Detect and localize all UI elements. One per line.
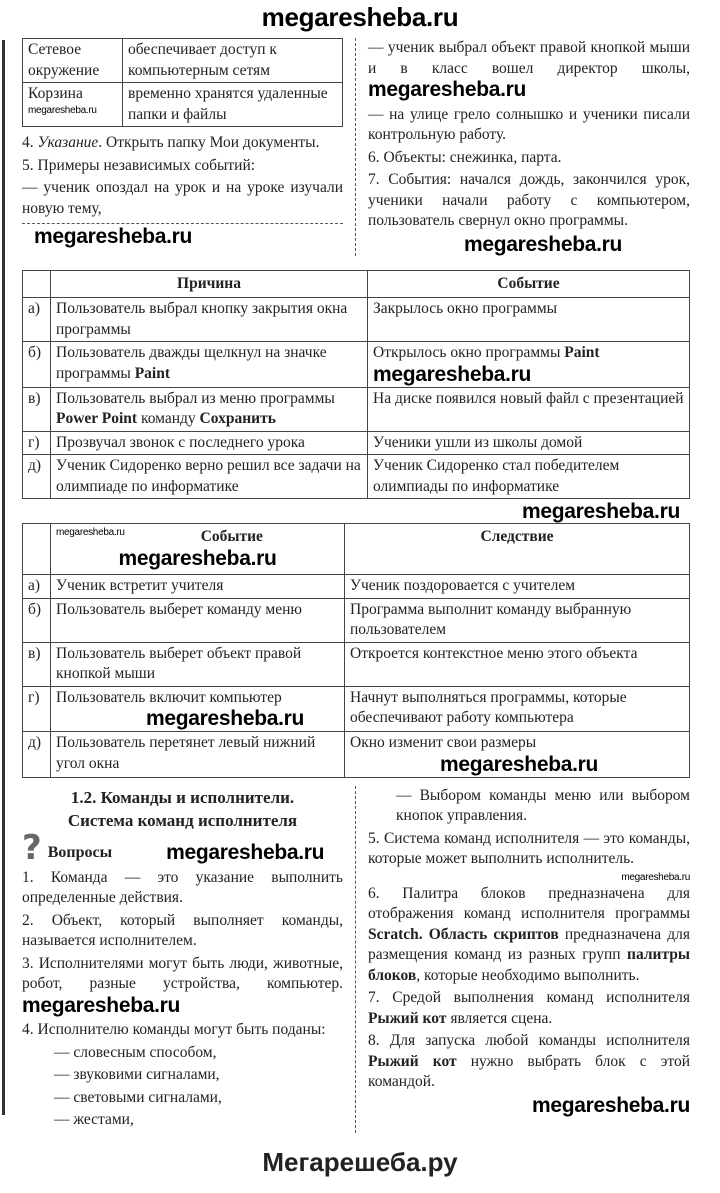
questions-heading: Вопросы [47, 844, 113, 861]
table-row: а) Ученик встретит учителя Ученик поздоровается с учителем [23, 575, 690, 599]
top-left-text: 4. Указание. Открыть папку Мои документы. 5. Примеры независимых событий: — ученик опоздал на урок и на уроке изучали новую тему, [22, 134, 343, 217]
watermark: megaresheba.ru [34, 225, 193, 248]
question-icon: ? [22, 827, 42, 868]
watermark: megaresheba.ru [621, 871, 690, 883]
table-row: в) Пользователь выберет объект правой кнопкой мыши Откроется контекстное меню этого объекта [23, 642, 690, 686]
watermark: megaresheba.ru [373, 362, 532, 386]
table-row: б) Пользователь выберет команду меню Программа выполнит команду выбранную пользователем [23, 598, 690, 642]
table-row: в) Пользователь выбрал из меню программы Power Point команду Сохранить На диске появился новый файл с презентацией [23, 387, 690, 431]
top-table: Сетевое окружение обеспечивает доступ к компьютерным сетям Корзина megaresheba.ru временно хранятся удаленные папки и файлы [22, 38, 343, 127]
table-row: д) Ученик Сидоренко верно решил все задачи на олимпиаде по информатике Ученик Сидоренко стал победителем олимпиады по информатике [23, 455, 690, 499]
section-left: 1.2. Команды и исполнители. Система команд исполнителя ? Вопросы megaresheba.ru 1. Команда — это указание выполнить определенные действия. 2. Объект, который выполняет команды, называется исполнителем. 3. Исполнителями могут быть люди, животные, робот, разные устройства, компьютер. megaresheba.ru 4. Исполнителю команды могут быть поданы: — словесным способом, — звуковими сигналами, — световыми сигналами, — жестами, [22, 786, 356, 1133]
watermark: megaresheba.ru [118, 546, 277, 570]
watermark: megaresheba.ru [22, 993, 181, 1017]
cause-event-table: Причина Событие а) Пользователь выбрал кнопку закрытия окна программы Закрылось окно программы б) Пользователь дважды щелкнул на значке программы Paint Открылось окно программы Paint megaresheba.ru в) Пользователь выбрал из меню программы Power Point команду Сохранить На диске появился новый файл с презентацией г) Прозвучал звонок с последнего урока Ученики ушли из школы домой д) Ученик Сидоренко верно решил все задачи на олимпиаде по информатике Ученик Сидоренко стал победителем олимпиады по информатике [22, 270, 690, 500]
watermark: megaresheba.ru [146, 707, 305, 730]
watermark: megaresheba.ru [440, 752, 599, 776]
watermark: megaresheba.ru [464, 232, 623, 256]
top-right-text: — ученик выбрал объект правой кнопкой мыши и в класс вошел директор школы, megaresheba.ru — на улице грело солнышко и ученики писали контрольную работу. 6. Объекты: снежинка, парта. 7. События: начался дождь, закончился урок, ученики начали работу с компьютером, пользователь свернул окно программы. megaresheba.ru [368, 39, 690, 256]
header-watermark: megaresheba.ru [261, 2, 459, 32]
watermark: megaresheba.ru [166, 840, 325, 864]
section [22, 786, 690, 1133]
table-row: б) Пользователь дважды щелкнул на значке программы Paint Открылось окно программы Paint megaresheba.ru [23, 342, 690, 388]
top-left-column [22, 38, 356, 256]
watermark: megaresheba.ru [521, 500, 680, 523]
footer-watermark: Мегарешеба.ру [262, 1146, 458, 1177]
watermark: megaresheba.ru [56, 527, 125, 538]
section-right: — Выбором команды меню или выбором кнопок управления. 5. Система команд исполнителя — это команды, которые может выполнить исполнитель. megaresheba.ru 6. Палитра блоков предназначена для отображения команд исполнителя программы Scratch. Область скриптов предназначена для размещения команд из разных групп палитры блоков, которые необходимо выполнить. 7. Средой выполнения команд исполнителя Рыжий кот является сцена. 8. Для запуска любой команды исполнителя Рыжий кот нужно выбрать блок с этой командой. megaresheba.ru [368, 786, 690, 1117]
top-section [22, 38, 690, 256]
table-row: д) Пользователь перетянет левый нижний угол окна Окно изменит свои размеры megaresheba.ru [23, 732, 690, 778]
section-title: 1.2. Команды и исполнители. [70, 787, 295, 807]
watermark: megaresheba.ru [531, 1093, 690, 1117]
table-row: г) Пользователь включит компьютер megaresheba.ru Начнут выполняться программы, которые обеспечивают работу компьютера [23, 686, 690, 732]
table-row: а) Пользователь выбрал кнопку закрытия окна программы Закрылось окно программы [23, 298, 690, 342]
event-consequence-table: megaresheba.ru Событие megaresheba.ru Следствие а) Ученик встретит учителя Ученик поздоровается с учителем б) Пользователь выберет команду меню Программа выполнит команду выбранную пользователем в) Пользователь выберет объект правой кнопкой мыши Откроется контекстное меню этого объекта г) Пользователь включит компьютер megaresheba.ru Начнут выполняться программы, которые обеспечивают работу компьютера д) Пользователь перетянет левый нижний угол окна Окно изменит свои размеры megaresheba.ru [22, 523, 690, 778]
watermark: megaresheba.ru [368, 78, 527, 101]
watermark: megaresheba.ru [28, 104, 97, 116]
divider [22, 223, 343, 248]
table-row: г) Прозвучал звонок с последнего урока Ученики ушли из школы домой [23, 431, 690, 455]
